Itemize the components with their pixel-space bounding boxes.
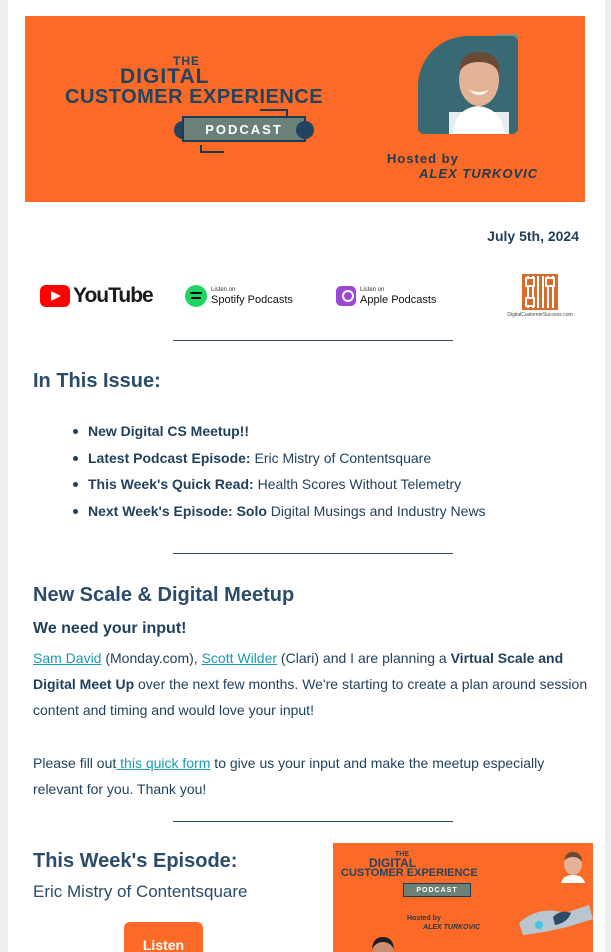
youtube-icon — [40, 285, 70, 307]
qr-code-icon — [522, 274, 558, 310]
banner-digital: DIGITAL — [120, 65, 210, 88]
banner-podcast-label: PODCAST — [182, 116, 306, 142]
sam-david-link[interactable]: Sam David — [33, 650, 102, 666]
quick-form-link[interactable]: this quick form — [116, 755, 211, 771]
episode-guest: Eric Mistry of Contentsquare — [33, 882, 248, 901]
qr-code-link[interactable] — [495, 274, 585, 318]
newsletter-card — [8, 0, 605, 952]
divider — [173, 340, 453, 341]
spotify-label: Spotify Podcasts — [211, 293, 293, 306]
qr-url: DigitalCustomerSuccess.com — [507, 312, 573, 318]
host-photo — [443, 42, 513, 134]
youtube-label: YouTube — [73, 284, 153, 307]
banner-the: THE — [173, 54, 200, 68]
host-thumb-photo — [557, 849, 589, 883]
apple-podcasts-label: Apple Podcasts — [360, 293, 437, 306]
spotify-icon — [185, 285, 207, 307]
listen-button[interactable]: Listen — [124, 922, 203, 952]
spotify-listen-on: Listen on — [211, 286, 236, 293]
in-this-issue-title: In This Issue: — [33, 370, 161, 392]
divider — [173, 553, 453, 554]
youtube-link[interactable] — [40, 278, 153, 314]
episode-title: This Week's Episode: — [33, 850, 238, 872]
meetup-form-paragraph: Please fill out this quick form to give us your input and make the meetup especially relevant for you. Thank you! — [33, 755, 545, 797]
banner-customer-experience: CUSTOMER EXPERIENCE — [65, 86, 324, 108]
meetup-subhead: We need your input! — [33, 620, 187, 637]
podcast-badge — [174, 112, 314, 154]
list-item: Latest Podcast Episode: Eric Mistry of Contentsquare — [88, 445, 486, 472]
issue-list — [88, 418, 486, 524]
apple-podcasts-icon — [336, 286, 356, 306]
podcast-banner[interactable] — [25, 16, 585, 202]
scott-wilder-link[interactable]: Scott Wilder — [201, 650, 278, 666]
robot-hand-image — [509, 883, 593, 943]
list-item: New Digital CS Meetup!! — [88, 418, 486, 445]
banner-host-name: ALEX TURKOVIC — [419, 166, 539, 181]
meetup-paragraph: Sam David (Monday.com), Scott Wilder (Clari) and I are planning a Virtual Scale and Digital Meet Up over the next few months. We're starting to create a plan around session content and timing and would love your input! — [33, 650, 588, 718]
list-item: This Week's Quick Read: Health Scores Without Telemetry — [88, 471, 486, 498]
guest-thumb-photo — [363, 933, 403, 952]
list-item: Next Week's Episode: Solo Digital Musings and Industry News — [88, 498, 486, 525]
apple-podcasts-link[interactable] — [336, 278, 436, 314]
meetup-title: New Scale & Digital Meetup — [33, 584, 295, 606]
apple-listen-on: Listen on — [360, 286, 385, 293]
issue-date: July 5th, 2024 — [487, 228, 579, 244]
divider — [173, 821, 453, 822]
spotify-link[interactable] — [185, 278, 293, 314]
banner-hosted-by: Hosted by — [387, 151, 459, 166]
episode-thumbnail[interactable]: THE DIGITAL CUSTOMER EXPERIENCE PODCAST Hosted by ALEX TURKOVIC — [333, 843, 593, 952]
